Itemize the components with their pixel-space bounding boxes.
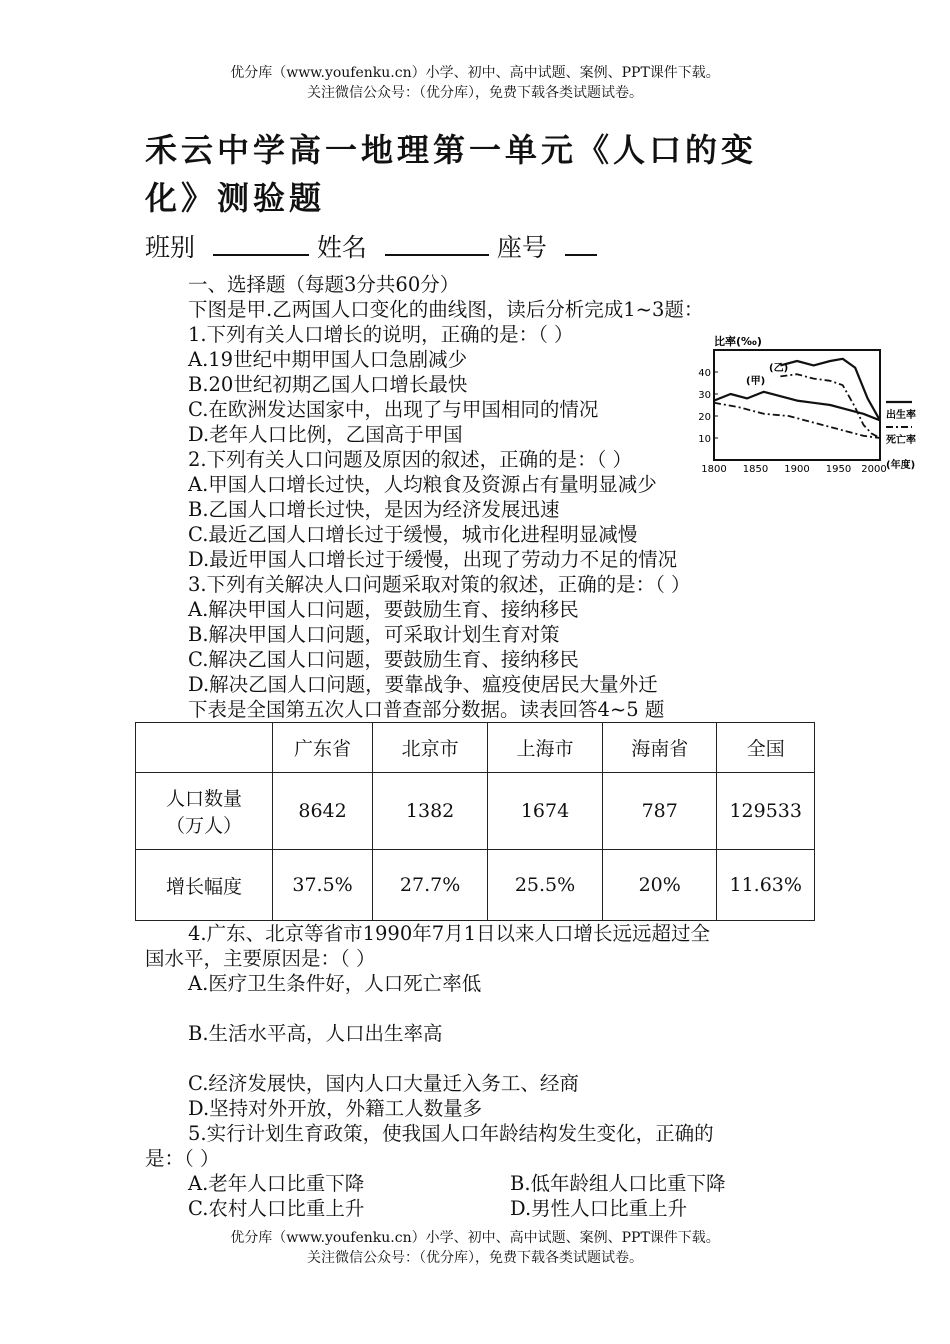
series-line-1 — [714, 392, 880, 421]
q1-stem: 1.下列有关人口增长的说明，正确的是：（ ） — [188, 323, 574, 346]
footer-line-1: 优分库（www.youfenku.cn）小学、初中、高中试题、案例、PPT课件下载。 — [230, 1230, 720, 1246]
table-row — [136, 850, 815, 921]
q2-option-b: B.乙国人口增长过快，是因为经济发展迅速 — [188, 498, 560, 521]
table-cell: 1382 — [373, 773, 488, 850]
q4-option-b: B.生活水平高，人口出生率高 — [188, 1022, 443, 1045]
x-tick-label: 1900 — [784, 464, 810, 473]
class-label: 班别 — [145, 233, 196, 262]
table-cell: 8642 — [272, 773, 372, 850]
q5-option-a: A.老年人口比重下降 — [188, 1172, 365, 1195]
row-label: 增长幅度 — [136, 850, 273, 921]
population-rate-chart — [690, 328, 935, 473]
table-header-row — [136, 723, 815, 773]
chart-ylabel: 比率(‰) — [714, 335, 762, 348]
y-tick-label: 10 — [698, 434, 711, 445]
label-yi: (乙) — [769, 363, 789, 374]
q3-option-c: C.解决乙国人口问题，要鼓励生育、接纳移民 — [188, 648, 579, 671]
q4-stem-line-1: 4.广东、北京等省市1990年7月1日以来人口增长远远超过全 — [188, 922, 711, 945]
row-label-line-2: （万人） — [165, 815, 242, 837]
page-title-line-1: 禾云中学高一地理第一单元《人口的变 — [145, 131, 758, 169]
q3-option-a: A.解决甲国人口问题，要鼓励生育、接纳移民 — [188, 598, 579, 621]
intro-1: 下图是甲.乙两国人口变化的曲线图，读后分析完成1~3题： — [188, 298, 704, 321]
table-cell: 787 — [602, 773, 717, 850]
y-tick-label: 30 — [698, 390, 711, 401]
header-line-1: 优分库（www.youfenku.cn）小学、初中、高中试题、案例、PPT课件下载。 — [230, 65, 720, 81]
table-cell: 25.5% — [488, 850, 603, 921]
legend-death-label: 死亡率 — [886, 435, 916, 446]
table-cell: 1674 — [488, 773, 603, 850]
y-tick-label: 20 — [698, 412, 711, 423]
q5-stem-line-1: 5.实行计划生育政策，使我国人口年龄结构发生变化，正确的 — [188, 1122, 714, 1145]
footer-line-2: 关注微信公众号：（优分库），免费下载各类试题试卷。 — [307, 1250, 643, 1266]
name-label: 姓名 — [316, 233, 367, 262]
y-tick-label: 40 — [698, 368, 711, 379]
column-header: 海南省 — [602, 723, 717, 773]
q4-option-a: A.医疗卫生条件好，人口死亡率低 — [188, 972, 482, 995]
section-heading: 一、选择题（每题3分共60分） — [188, 273, 460, 296]
x-tick-label: 1800 — [701, 464, 727, 473]
row-label — [136, 773, 273, 850]
column-header: 广东省 — [272, 723, 372, 773]
q4-option-c: C.经济发展快，国内人口大量迁入务工、经商 — [188, 1072, 579, 1095]
q1-option-c: C.在欧洲发达国家中，出现了与甲国相同的情况 — [188, 398, 599, 421]
q1-option-d: D.老年人口比例，乙国高于甲国 — [188, 423, 463, 446]
table-cell: 27.7% — [373, 850, 488, 921]
legend-birth-label: 出生率 — [886, 410, 916, 421]
q5-option-c: C.农村人口比重上升 — [188, 1197, 365, 1220]
q2-stem: 2.下列有关人口问题及原因的叙述，正确的是：（ ） — [188, 448, 633, 471]
student-info-fields — [145, 230, 597, 265]
class-blank[interactable] — [213, 230, 309, 256]
seat-blank[interactable] — [565, 230, 597, 256]
q5-option-b: B.低年龄组人口比重下降 — [510, 1172, 726, 1195]
q2-option-a: A.甲国人口增长过快，人均粮食及资源占有量明显减少 — [188, 473, 657, 496]
series-line-3 — [780, 359, 880, 421]
name-blank[interactable] — [385, 230, 489, 256]
q5-option-d: D.男性人口比重上升 — [510, 1197, 688, 1220]
q3-stem: 3.下列有关解决人口问题采取对策的叙述，正确的是：（ ） — [188, 573, 691, 596]
table-cell: 20% — [602, 850, 717, 921]
table-cell: 11.63% — [717, 850, 815, 921]
q1-option-a: A.19世纪中期甲国人口急剧减少 — [188, 348, 468, 371]
table-cell: 129533 — [717, 773, 815, 850]
column-header: 全国 — [717, 723, 815, 773]
label-jia: (甲) — [746, 376, 766, 387]
intro-2: 下表是全国第五次人口普查部分数据。读表回答4~5 题 — [188, 698, 665, 721]
seat-label: 座号 — [496, 233, 547, 262]
column-header: 上海市 — [488, 723, 603, 773]
q4-stem-line-2: 国水平，主要原因是：（ ） — [145, 947, 376, 970]
q3-option-d: D.解决乙国人口问题，要靠战争、瘟疫使居民大量外迁 — [188, 673, 658, 696]
x-tick-label: 2000 — [861, 464, 887, 473]
q3-option-b: B.解决甲国人口问题，可采取计划生育对策 — [188, 623, 560, 646]
q2-option-c: C.最近乙国人口增长过于缓慢，城市化进程明显减慢 — [188, 523, 638, 546]
q2-option-d: D.最近甲国人口增长过于缓慢，出现了劳动力不足的情况 — [188, 548, 678, 571]
table-corner-cell — [136, 723, 273, 773]
q4-option-d: D.坚持对外开放，外籍工人数量多 — [188, 1097, 483, 1120]
table-cell: 37.5% — [272, 850, 372, 921]
series-line-2 — [714, 403, 880, 438]
chart-xlabel: (年度) — [886, 460, 916, 471]
row-label-line-1: 人口数量 — [165, 788, 242, 810]
page-title-line-2: 化》测验题 — [145, 179, 326, 217]
x-tick-label: 1850 — [742, 464, 769, 473]
census-table — [135, 722, 815, 921]
column-header: 北京市 — [373, 723, 488, 773]
q5-stem-line-2: 是：（ ） — [145, 1147, 220, 1170]
q1-option-b: B.20世纪初期乙国人口增长最快 — [188, 373, 468, 396]
x-tick-label: 1950 — [825, 464, 852, 473]
table-row — [136, 773, 815, 850]
header-line-2: 关注微信公众号：（优分库），免费下载各类试题试卷。 — [307, 85, 643, 101]
